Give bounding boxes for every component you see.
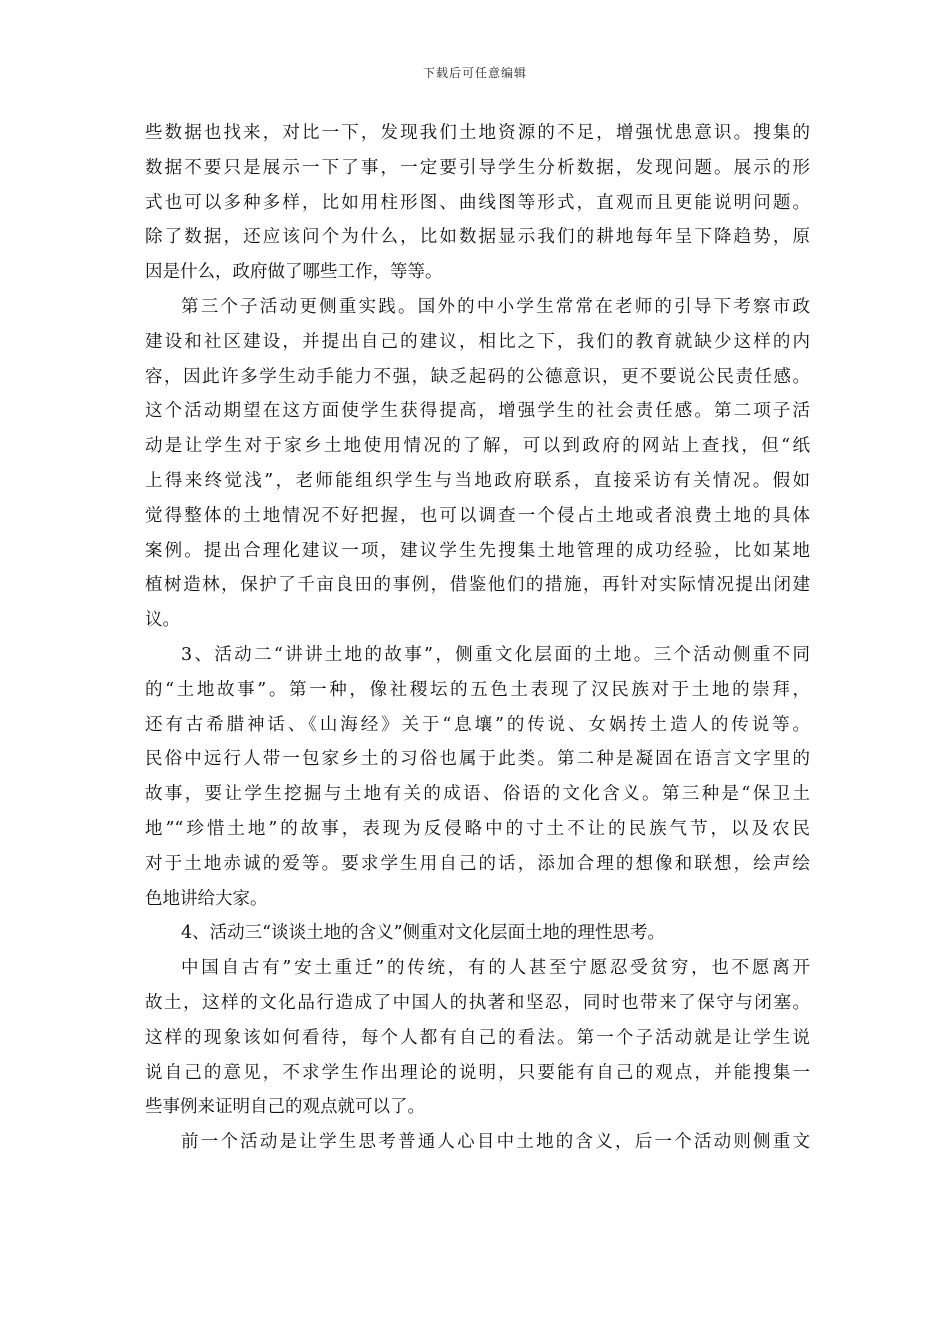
paragraph xyxy=(145,951,810,1125)
text-line: 还有古希腊神话、《山海经》关于“息壤”的传说、女娲抟土造人的传说等。 xyxy=(145,714,810,735)
text-line: 3、活动二“讲讲土地的故事”，侧重文化层面的土地。三个活动侧重不同 xyxy=(181,644,810,665)
text-line: 议。 xyxy=(145,610,180,631)
page-header-note: 下载后可任意编辑 xyxy=(422,66,527,80)
text-line: 这个活动期望在这方面使学生获得提高，增强学生的社会责任感。第二项子活 xyxy=(145,401,810,422)
text-line: 动是让学生对于家乡土地使用情况的了解，可以到政府的网站上查找，但“纸 xyxy=(145,436,810,457)
paragraph xyxy=(145,1125,810,1160)
paragraph xyxy=(145,916,810,951)
paragraph xyxy=(145,290,810,638)
text-line: 觉得整体的土地情况不好把握，也可以调查一个侵占土地或者浪费土地的具体 xyxy=(145,505,810,526)
text-line: 因是什么，政府做了哪些工作，等等。 xyxy=(145,262,443,283)
text-line: 上得来终觉浅”，老师能组织学生与当地政府联系，直接采访有关情况。假如 xyxy=(145,470,810,491)
paragraph xyxy=(145,116,810,290)
text-line: 案例。提出合理化建议一项，建议学生先搜集土地管理的成功经验，比如某地 xyxy=(145,540,810,561)
text-line: 第三个子活动更侧重实践。国外的中小学生常常在老师的引导下考察市政 xyxy=(181,296,810,317)
paragraph xyxy=(145,638,810,916)
text-line: 故土，这样的文化品行造成了中国人的执著和坚忍，同时也带来了保守与闭塞。 xyxy=(145,992,810,1013)
text-line: 除了数据，还应该问个为什么，比如数据显示我们的耕地每年呈下降趋势，原 xyxy=(145,227,810,248)
text-line: 中国自古有”安土重迁”的传统，有的人甚至宁愿忍受贫穷，也不愿离开 xyxy=(181,958,810,979)
text-line: 故事，要让学生挖掘与土地有关的成语、俗语的文化含义。第三种是“保卫土 xyxy=(145,784,810,805)
text-line: 民俗中远行人带一包家乡土的习俗也属于此类。第二种是凝固在语言文字里的 xyxy=(145,749,810,770)
text-line: 色地讲给大家。 xyxy=(145,888,268,909)
text-line: 植树造林，保护了千亩良田的事例，借鉴他们的措施，再针对实际情况提出闭建 xyxy=(145,575,810,596)
text-line: 些事例来证明自己的观点就可以了。 xyxy=(145,1097,425,1118)
text-line: 这样的现象该如何看待，每个人都有自己的看法。第一个子活动就是让学生说 xyxy=(145,1027,810,1048)
text-line: 前一个活动是让学生思考普通人心目中土地的含义，后一个活动则侧重文 xyxy=(181,1132,810,1153)
text-line: 建设和社区建设，并提出自己的建议，相比之下，我们的教育就缺少这样的内 xyxy=(145,331,810,352)
text-line: 数据不要只是展示一下了事，一定要引导学生分析数据，发现问题。展示的形 xyxy=(145,157,810,178)
text-line: 的“土地故事”。第一种，像社稷坛的五色土表现了汉民族对于土地的崇拜， xyxy=(145,679,810,700)
text-line: 对于土地赤诚的爱等。要求学生用自己的话，添加合理的想像和联想，绘声绘 xyxy=(145,853,810,874)
text-line: 说自己的意见，不求学生作出理论的说明，只要能有自己的观点，并能搜集一 xyxy=(145,1062,810,1083)
text-line: 式也可以多种多样，比如用柱形图、曲线图等形式，直观而且更能说明问题。 xyxy=(145,192,810,213)
text-line: 些数据也找来，对比一下，发现我们土地资源的不足，增强忧患意识。搜集的 xyxy=(145,123,810,143)
document-body xyxy=(145,116,810,1160)
text-line: 容，因此许多学生动手能力不强，缺乏起码的公德意识，更不要说公民责任感。 xyxy=(145,366,810,387)
text-line: 地”“珍惜土地”的故事，表现为反侵略中的寸土不让的民族气节，以及农民 xyxy=(145,818,810,839)
text-line: 4、活动三“谈谈土地的含义”侧重对文化层面土地的理性思考。 xyxy=(181,923,666,944)
